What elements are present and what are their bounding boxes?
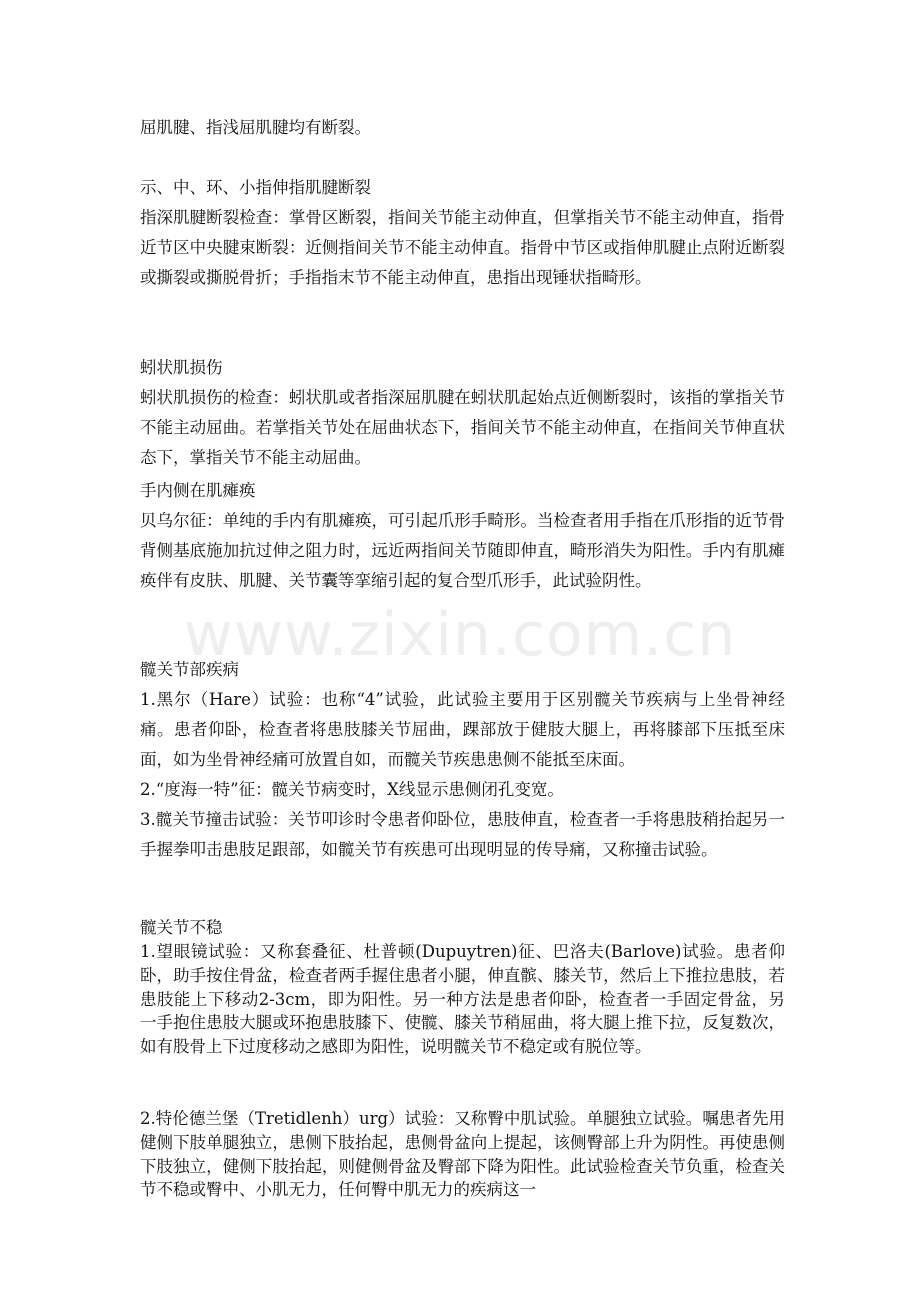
paragraph-duhai-sign: 2.“度海一特”征：髋关节病变时，X线显示患侧闭孔变宽。 <box>140 780 564 799</box>
paragraph-hare-test: 1.黑尔（Hare）试验：也称“4”试验，此试验主要用于区别髋关节疾病与上坐骨神经痛。患者仰卧，检查者将患肢膝关节屈曲，踝部放于健肢大腿上，再将膝部下压抵至床面，如为坐骨神经痛可放置自如，而髋关节疾患患侧不能抵至床面。 <box>140 690 785 769</box>
paragraph-trendelenburg-test: 2.特伦德兰堡（Tretidlenh）urg）试验：又称臀中肌试验。单腿独立试验。嘱患者先用健侧下肢单腿独立，患侧下肢抬起，患侧骨盆向上提起，该侧臀部上升为阴性。再使患侧下肢独立，健侧下肢抬起，则健侧骨盆及臀部下降为阳性。此试验检查关节负重，检查关节不稳或臀中、小肌无力，任何臀中肌无力的疾病这一 <box>140 1109 785 1200</box>
watermark: www.zixin.com.cn <box>183 600 737 670</box>
heading-hip-disease: 髋关节部疾病 <box>140 660 239 679</box>
heading-lumbrical-injury: 蚓状肌损伤 <box>140 358 223 377</box>
paragraph-tendon-rupture-end: 屈肌腱、指浅屈肌腱均有断裂。 <box>140 118 371 137</box>
paragraph-extensor-rupture-exam: 指深肌腱断裂检查：掌骨区断裂，指间关节能主动伸直，但掌指关节不能主动伸直，指骨近节区中央腱束断裂：近侧指间关节不能主动伸直。指骨中节区或指伸肌腱止点附近断裂或撕裂或撕脱骨折；手指指末节不能主动伸直，患指出现锤状指畸形。 <box>140 208 785 287</box>
paragraph-bouvier-sign: 贝乌尔征：单纯的手内有肌瘫痪，可引起爪形手畸形。当检查者用手指在爪形指的近节骨背侧基底施加抗过伸之阻力时，远近两指间关节随即伸直，畸形消失为阳性。手内有肌瘫痪伴有皮肤、肌腱、关节囊等挛缩引起的复合型爪形手，此试验阴性。 <box>140 511 785 590</box>
paragraph-hip-impact-test: 3.髋关节撞击试验：关节叩诊时令患者仰卧位，患肢伸直，检查者一手将患肢稍抬起另一手握拳叩击患肢足跟部，如髋关节有疾患可出现明显的传导痛，又称撞击试验。 <box>140 810 785 859</box>
heading-hip-instability: 髋关节不稳 <box>140 918 223 937</box>
paragraph-lumbrical-exam: 蚓状肌损伤的检查：蚓状肌或者指深屈肌腱在蚓状肌起始点近侧断裂时，该指的掌指关节不能主动屈曲。若掌指关节处在屈曲状态下，指间关节不能主动伸直，在指间关节伸直状态下，掌指关节不能主动屈曲。 <box>140 388 785 467</box>
heading-intrinsic-paralysis: 手内侧在肌瘫痪 <box>140 481 256 500</box>
heading-extensor-rupture: 示、中、环、小指伸指肌腱断裂 <box>140 178 371 197</box>
paragraph-telescope-test: 1.望眼镜试验：又称套叠征、杜普顿(Dupuytren)征、巴洛夫(Barlove)试验。患者仰卧，助手按住骨盆，检查者两手握住患者小腿，伸直髌、膝关节，然后上下推拉患肢，若患肢能上下移动2-3cm，即为阳性。另一种方法是患者仰卧，检查者一手固定骨盆，另一手抱住患肢大腿或环抱患肢膝下、使髋、膝关节稍屈曲，将大腿上推下拉，反复数次，如有股骨上下过度移动之感即为阳性，说明髋关节不稳定或有脱位等。 <box>140 942 785 1057</box>
